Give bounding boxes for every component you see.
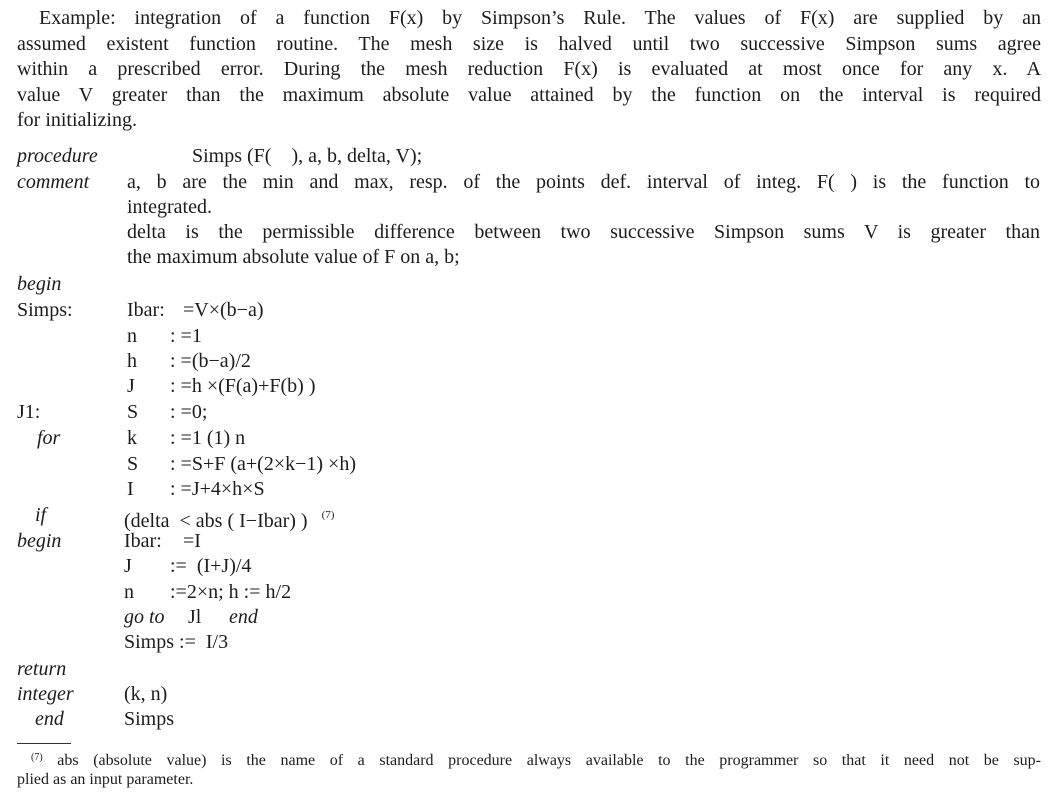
- code-expr: : =h ×(F(a)+F(b) ): [170, 375, 316, 397]
- comment-line-2: integrated.: [127, 196, 212, 218]
- code-expr: := (I+J)/4: [170, 555, 252, 577]
- code-expr: =V×(b−a): [183, 299, 264, 321]
- code-var: S: [127, 401, 139, 423]
- code-expr: =I: [183, 530, 201, 552]
- code-var: I: [127, 478, 134, 500]
- comment-line-3: delta is the permissible difference between two successive Simpson sums V is greater than: [127, 221, 1040, 243]
- footnote-line-1: [17, 748, 1041, 770]
- integer-vars: (k, n): [124, 683, 168, 705]
- for-keyword: for: [37, 427, 61, 449]
- comment-line-1: a, b are the min and max, resp. of the points def. interval of integ. F( ) is the function to: [127, 171, 1040, 193]
- code-expr: : =S+F (a+(2×k−1) ×h): [170, 453, 356, 475]
- comment-text: [127, 170, 1040, 270]
- end-inline-keyword: end: [229, 606, 258, 628]
- comment-keyword: comment: [17, 171, 90, 193]
- intro-line-1: Example: integration of a function F(x) by Simpson’s Rule. The values of F(x) are supplied by an: [39, 7, 1041, 29]
- code-var: Ibar:: [127, 299, 165, 321]
- code-expr: : =J+4×h×S: [170, 478, 265, 500]
- code-var: J: [127, 375, 135, 397]
- end-name: Simps: [124, 708, 175, 730]
- j1-label: J1:: [17, 401, 41, 423]
- return-keyword: return: [17, 658, 67, 680]
- code-var: J: [124, 555, 132, 577]
- simps-assignment: Simps := I/3: [124, 631, 229, 653]
- procedure-signature: Simps (F( ), a, b, delta, V);: [192, 145, 423, 167]
- comment-line-4: the maximum absolute value of F on a, b;: [127, 246, 460, 268]
- end-keyword: end: [35, 708, 64, 730]
- code-var: n: [124, 581, 134, 603]
- footnote-divider: [17, 743, 71, 744]
- intro-paragraph: [17, 6, 1041, 134]
- footnote-line-2: plied as an input parameter.: [17, 771, 194, 788]
- code-var: k: [127, 427, 137, 449]
- code-expr: : =(b−a)/2: [170, 350, 251, 372]
- if-condition: (delta < abs ( I−Ibar) ): [124, 510, 308, 532]
- procedure-keyword: procedure: [17, 145, 98, 167]
- simps-label: Simps:: [17, 299, 73, 321]
- integer-keyword: integer: [17, 683, 74, 705]
- intro-line-2: assumed existent function routine. The mesh size is halved until two successive Simpson sums agree: [17, 32, 1041, 55]
- if-keyword: if: [35, 504, 47, 526]
- begin-keyword: begin: [17, 273, 62, 295]
- goto-target: Jl: [188, 606, 202, 628]
- code-var: h: [127, 350, 137, 372]
- code-expr: : =0;: [170, 401, 208, 423]
- goto-keyword: go to: [124, 606, 165, 628]
- intro-line-4: value V greater than the maximum absolute value attained by the function on the interval is required: [17, 83, 1041, 106]
- code-var: n: [127, 325, 137, 347]
- code-expr: : =1 (1) n: [170, 427, 246, 449]
- code-var: Ibar:: [124, 530, 162, 552]
- code-expr: :=2×n; h := h/2: [170, 581, 292, 603]
- footnote-reference: (7): [321, 509, 335, 521]
- code-var: S: [127, 453, 139, 475]
- footnote: [17, 748, 1041, 789]
- begin-inner-keyword: begin: [17, 530, 62, 552]
- code-expr: : =1: [170, 325, 202, 347]
- footnote-text-1: abs (absolute value) is the name of a standard procedure always available to the programmer so that it need not be sup-: [57, 752, 1041, 769]
- intro-line-5: for initializing.: [17, 109, 137, 131]
- intro-line-3: within a prescribed error. During the mesh reduction F(x) is evaluated at most once for any x. A: [17, 58, 1041, 80]
- footnote-mark: (7): [31, 752, 43, 763]
